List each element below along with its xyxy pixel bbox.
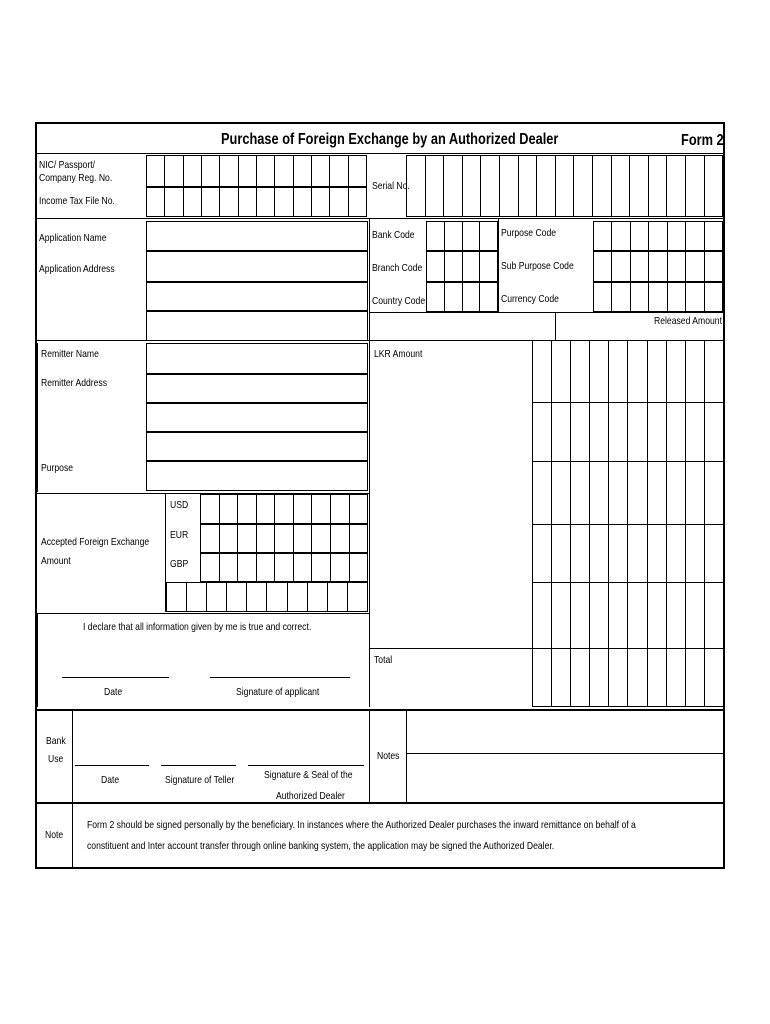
branch-code-input[interactable] [426, 251, 498, 282]
codes-mid-border [498, 219, 499, 312]
bank-code-input[interactable] [426, 221, 498, 251]
bank-use-divider [72, 711, 73, 802]
released-amount-label: Released Amount [654, 315, 722, 327]
branch-code-label: Branch Code [372, 262, 423, 274]
purpose-code-label: Purpose Code [501, 227, 557, 239]
serial-input[interactable] [406, 155, 723, 217]
declaration-text: I declare that all information given by me is true and correct. [83, 621, 312, 633]
sub-purpose-code-input[interactable] [593, 251, 723, 282]
released-divider [555, 312, 556, 341]
notes-label: Notes [377, 750, 400, 762]
nic-divider [36, 218, 724, 219]
lkr-left-border [369, 341, 370, 707]
codes-left-border [369, 219, 370, 341]
bank-date-line[interactable] [75, 765, 149, 766]
bank-code-label: Bank Code [372, 229, 415, 241]
declaration-date-line[interactable] [62, 677, 169, 678]
seal-label: Signature & Seal of the [264, 769, 353, 781]
lkr-row-line-2 [532, 461, 723, 462]
currency-code-input[interactable] [593, 282, 723, 312]
purpose-input[interactable] [146, 461, 368, 491]
seal-signature-line[interactable] [248, 765, 364, 766]
total-label: Total [374, 654, 393, 666]
applicant-address-input-3[interactable] [146, 311, 368, 341]
note-text-line-1: Form 2 should be signed personally by the beneficiary. In instances where the Authorized Dealer purchases the inward remittance on behalf of a [87, 819, 636, 831]
currency-usd: USD [170, 499, 189, 511]
country-code-label: Country Code [372, 295, 426, 307]
accepted-bottom [36, 613, 369, 614]
applicant-address-label: Application Address [39, 263, 115, 275]
remitter-address-input-2[interactable] [146, 403, 368, 432]
lkr-amount-grid[interactable] [532, 341, 723, 648]
other-amount-input[interactable] [166, 582, 368, 612]
codes-row-line [370, 312, 724, 313]
applicant-address-input-1[interactable] [146, 251, 368, 282]
accepted-label-amount: Amount [41, 555, 71, 567]
purpose-label: Purpose [41, 462, 74, 474]
bank-use-label-2: Use [48, 753, 64, 765]
company-reg-label: Company Reg. No. [39, 172, 113, 184]
teller-label: Signature of Teller [165, 774, 235, 786]
income-tax-input[interactable] [146, 187, 367, 217]
remitter-address-input-3[interactable] [146, 432, 368, 461]
sub-purpose-code-label: Sub Purpose Code [501, 260, 574, 272]
lkr-row-line-4 [532, 582, 723, 583]
remitter-left-border [37, 343, 38, 492]
accepted-label: Accepted Foreign Exchange [41, 536, 150, 548]
form-title: Purchase of Foreign Exchange by an Authorized Dealer [221, 131, 559, 148]
applicant-name-input[interactable] [146, 221, 368, 251]
title-divider [36, 153, 724, 154]
note-text-line-2: constituent and Inter account transfer through online banking system, the application may be signed the Authorized Dealer. [87, 840, 555, 852]
remitter-name-label: Remitter Name [41, 348, 99, 360]
nic-label: NIC/ Passport/ [39, 159, 95, 171]
applicant-address-input-2[interactable] [146, 282, 368, 311]
applicant-name-label: Application Name [39, 232, 107, 244]
currency-eur: EUR [170, 529, 189, 541]
applicant-bottom [36, 340, 369, 341]
income-tax-label: Income Tax File No. [39, 195, 115, 207]
usd-amount-input[interactable] [200, 494, 368, 524]
note-label: Note [45, 829, 64, 841]
lkr-row-line-1 [532, 402, 723, 403]
country-code-input[interactable] [426, 282, 498, 312]
bank-date-label: Date [101, 774, 120, 786]
notes-input-1[interactable] [407, 712, 723, 754]
teller-signature-line[interactable] [161, 765, 236, 766]
bank-use-label: Bank [46, 735, 66, 747]
declaration-date-label: Date [104, 686, 123, 698]
remitter-address-input-1[interactable] [146, 374, 368, 403]
seal-label-2: Authorized Dealer [276, 790, 345, 802]
currency-gbp: GBP [170, 558, 189, 570]
lkr-amount-label: LKR Amount [374, 348, 423, 360]
gbp-amount-input[interactable] [200, 553, 368, 582]
nic-input[interactable] [146, 155, 367, 187]
serial-label: Serial No. [372, 180, 410, 192]
declaration-signature-line[interactable] [210, 677, 350, 678]
purpose-code-input[interactable] [593, 221, 723, 251]
remitter-name-input[interactable] [146, 343, 368, 374]
eur-amount-input[interactable] [200, 524, 368, 553]
total-amount-input[interactable] [532, 648, 723, 707]
declaration-signature-label: Signature of applicant [236, 686, 320, 698]
declaration-bottom [36, 709, 724, 711]
bank-use-bottom [36, 802, 724, 804]
currency-code-label: Currency Code [501, 293, 559, 305]
form-number: Form 2 [681, 132, 724, 149]
remitter-address-label: Remitter Address [41, 377, 108, 389]
note-divider [72, 804, 73, 867]
declaration-left-border [37, 613, 38, 707]
lkr-row-line-3 [532, 524, 723, 525]
notes-input-2[interactable] [407, 754, 723, 801]
notes-divider [369, 711, 370, 802]
